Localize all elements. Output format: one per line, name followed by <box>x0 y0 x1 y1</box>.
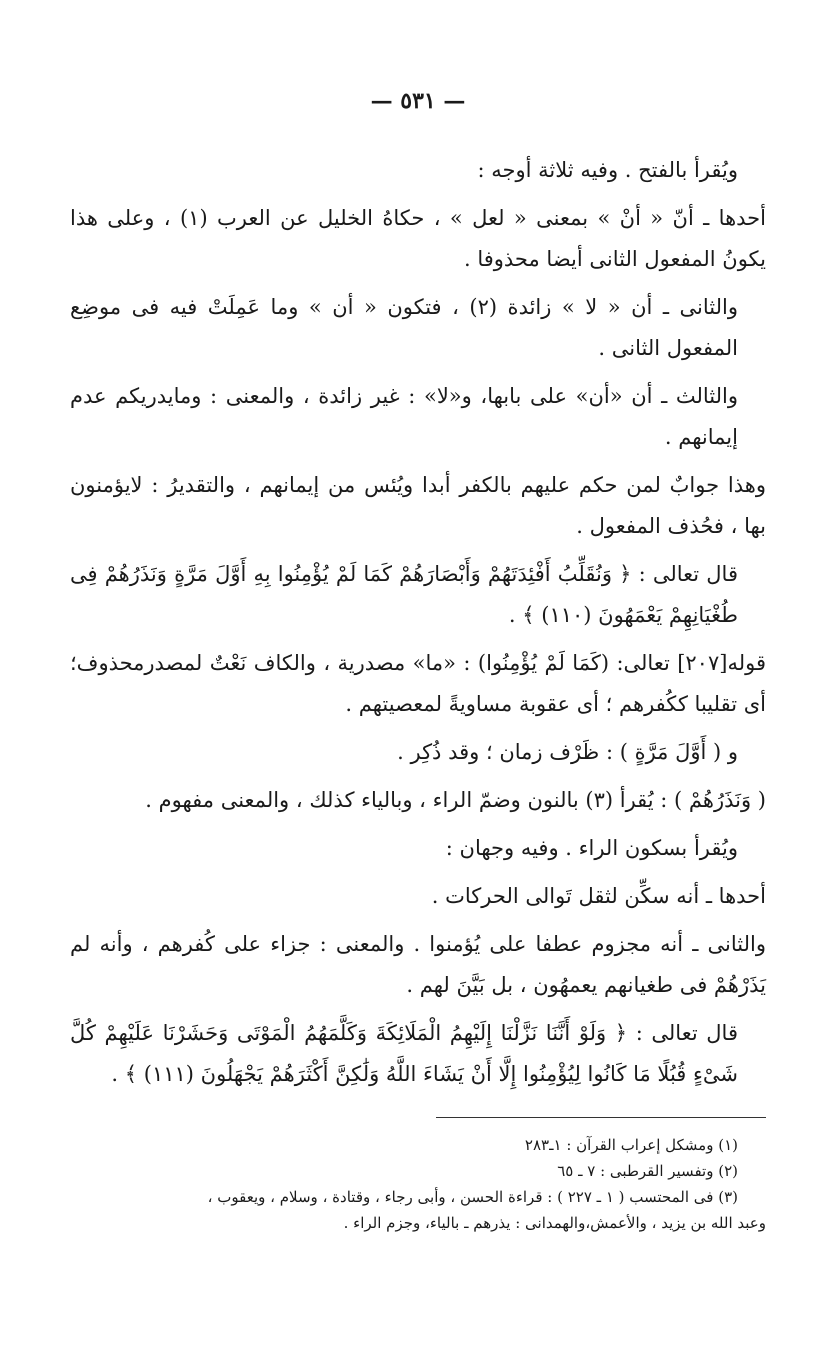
paragraph-second-aspect: والثانى ـ أن « لا » زائدة (٢) ، فتكون « أن » وما عَمِلَتْ فيه فى موضِع المفعول الثانى . <box>70 295 738 360</box>
footnote-divider <box>436 1117 766 1118</box>
page-number: — ٥٣١ — <box>370 88 466 114</box>
footnote-3-continuation: وعبد الله بن يزيد ، والأعمش،والهمدانى : يذرهم ـ بالياء، وجزم الراء . <box>343 1214 766 1232</box>
paragraph-sukun-reading: ويُقرأ بسكون الراء . وفيه وجهان : <box>445 836 738 860</box>
paragraph-nadharuhum: ( وَنَذَرُهُمْ ) : يُقرأ (٣) بالنون وضمّ الراء ، وبالياء كذلك ، والمعنى مفهوم . <box>145 788 766 812</box>
paragraph-answer: وهذا جوابٌ لمن حكم عليهم بالكفر أبدا ويُئس من إيمانهم ، والتقديرُ : لايؤمنون بها ، فحُذف المفعول . <box>70 473 766 538</box>
paragraph-verse-111: قال تعالى : ﴿ وَلَوْ أَنَّنَا نَزَّلْنَا إِلَيْهِمُ الْمَلَائِكَةَ وَكَلَّمَهُمُ الْمَوْتَى وَحَشَرْنَا عَلَيْهِمْ كُلَّ شَىْءٍ قُبُلًا مَا كَانُوا لِيُؤْمِنُوا إِلَّا أَنْ يَشَاءَ اللَّهُ وَلَٰكِنَّ أَكْثَرَهُمْ يَجْهَلُونَ (١١١) ﴾ . <box>70 1021 738 1086</box>
paragraph-sukun-second: والثانى ـ أنه مجزوم عطفا على يُؤمنوا . والمعنى : جزاء على كُفرهم ، وأنه لم يَذَرْهُمْ فى طغيانهم يعمهُون ، بل بَيَّنَ لهم . <box>70 932 766 997</box>
paragraph-verse-110: قال تعالى : ﴿ وَنُقَلِّبُ أَفْئِدَتَهُمْ وَأَبْصَارَهُمْ كَمَا لَمْ يُؤْمِنُوا بِهِ أَوَّلَ مَرَّةٍ وَنَذَرُهُمْ فِى طُغْيَانِهِمْ يَعْمَهُونَ (١١٠) ﴾ . <box>70 562 738 627</box>
paragraph-first-aspect: أحدها ـ أنّ « أنْ » بمعنى « لعل » ، حكاهُ الخليل عن العرب (١) ، وعلى هذا يكونُ المفعول الثانى أيضا محذوفا . <box>70 206 766 271</box>
paragraph-sukun-first: أحدها ـ أنه سكِّن لثقل تَوالى الحركات . <box>431 884 766 908</box>
footnote-3: (٣) فى المحتسب ( ١ ـ ٢٢٧ ) : قراءة الحسن ، وأبى رجاء ، وقتادة ، وسلام ، ويعقوب ، <box>207 1188 738 1206</box>
paragraph-reading-fath: ويُقرأ بالفتح . وفيه ثلاثة أوجه : <box>477 158 738 182</box>
footnote-1: (١) ومشكل إعراب القرآن : ١ـ٢٨٣ <box>524 1136 738 1154</box>
paragraph-awwal-marra: و ( أَوَّلَ مَرَّةٍ ) : ظَرْف زمان ؛ وقد ذُكِر . <box>397 740 738 764</box>
paragraph-commentary-207: قوله[٢٠٧] تعالى: (كَمَا لَمْ يُؤْمِنُوا) : «ما» مصدرية ، والكاف نَعْتٌ لمصدرمحذوف؛ أى تقليبا ككُفرهم ؛ أى عقوبة مساويةً لمعصيتهم . <box>70 651 766 716</box>
paragraph-third-aspect: والثالث ـ أن «أن» على بابها، و«لا» : غير زائدة ، والمعنى : ومايدريكم عدم إيمانهم . <box>70 384 738 449</box>
footnote-2: (٢) وتفسير القرطبى : ٧ ـ ٦٥ <box>557 1162 738 1180</box>
